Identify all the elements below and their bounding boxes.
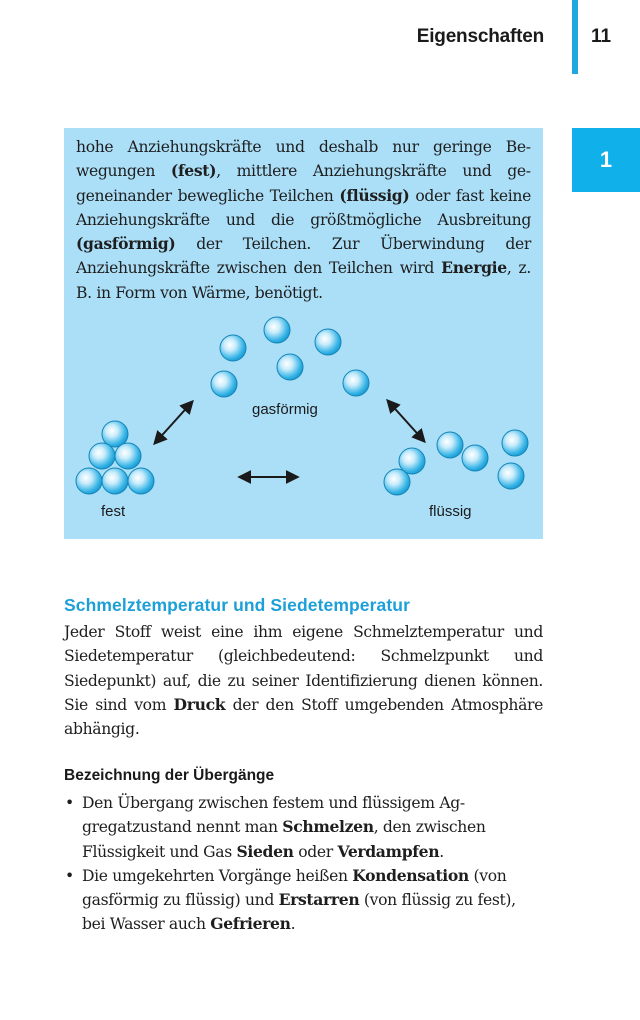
emphasis-term: Energie	[441, 258, 507, 278]
solid-particle-icon	[89, 443, 115, 469]
solid-particle-icon	[115, 443, 141, 469]
emphasis-term: Kondensation	[352, 865, 469, 885]
chapter-tab	[572, 128, 640, 192]
liquid-particle-icon	[462, 445, 488, 471]
liquid-particle-icon	[502, 430, 528, 456]
gas-particle-icon	[277, 354, 303, 380]
gas-particle-icon	[315, 329, 341, 355]
liquid-particle-icon	[384, 469, 410, 495]
info-box	[64, 128, 543, 539]
solid-particle-icon	[102, 468, 128, 494]
list-item-text: Den Übergang zwischen festem und flüssigem Aggregatzustand nennt man Schmelzen, den zwischen Flüssigkeit und Gas Sieden oder Verdampfen.	[82, 794, 486, 861]
solid-gas-arrow-icon	[155, 402, 192, 443]
gas-particle-icon	[264, 317, 290, 343]
header-accent-rule	[572, 0, 578, 74]
gas-particle-icon	[211, 371, 237, 397]
emphasis-term: Schmelzen	[282, 817, 374, 837]
liquid-particle-icon	[498, 463, 524, 489]
page-number: 11	[591, 26, 612, 47]
label-solid: fest	[101, 503, 126, 520]
label-liquid: flüssig	[429, 503, 472, 520]
solid-particle-icon	[128, 468, 154, 494]
states-of-matter-diagram	[64, 128, 543, 539]
emphasis-term: Gefrieren	[210, 914, 291, 934]
emphasis-term: (fest)	[170, 161, 217, 181]
bullet-icon: •	[65, 794, 74, 812]
emphasis-term: (gasförmig)	[76, 234, 176, 254]
section-paragraph: Jeder Stoff weist eine ihm eigene Schmelztemperatur und Siedetemperatur (gleichbedeutend: Schmelzpunkt und Siedepunkt) auf, die zu seiner Identifizierung dienen können. Sie sind vom Druck der den Stoff umgebenden Atmosphäre abhängig.	[64, 623, 544, 739]
emphasis-term: Sieden	[236, 841, 294, 861]
label-gas: gasförmig	[252, 401, 318, 418]
subsection-title: Bezeichnung der Übergänge	[64, 767, 275, 784]
emphasis-term: Druck	[173, 694, 226, 714]
list-item-text: Die umgekehrten Vorgänge heißen Kondensation (von gasförmig zu flüssig) und Erstarren (von flüssig zu fest), bei Wasser auch Gefrieren.	[82, 865, 516, 934]
bullet-icon: •	[65, 866, 74, 885]
emphasis-term: Erstarren	[278, 890, 360, 910]
emphasis-term: (flüssig)	[339, 185, 410, 205]
gas-liquid-arrow-icon	[388, 401, 424, 441]
info-box-text: hohe Anziehungskräfte und deshalb nur geringe Bewegungen (fest), mittlere Anziehungskräfte und gegeneinander bewegliche Teilchen (flüssig) oder fast keine Anziehungskräfte und die größtmögliche Ausbreitung (gasförmig) der Teilchen. Zur Überwindung der Anziehungskräfte zwischen den Teilchen wird Energie, z. B. in Form von Wärme, benötigt.	[76, 138, 531, 302]
chapter-number: 1	[599, 147, 613, 172]
gas-particle-icon	[343, 370, 369, 396]
transitions-list	[64, 791, 543, 937]
list-item	[64, 791, 543, 864]
running-header-title: Eigenschaften	[416, 26, 544, 47]
emphasis-term: Verdampfen	[337, 841, 440, 861]
solid-particle-icon	[76, 468, 102, 494]
liquid-particle-icon	[437, 432, 463, 458]
section-title: Schmelztemperatur und Siedetemperatur	[64, 595, 411, 615]
list-item	[64, 864, 543, 937]
gas-particle-icon	[220, 335, 246, 361]
